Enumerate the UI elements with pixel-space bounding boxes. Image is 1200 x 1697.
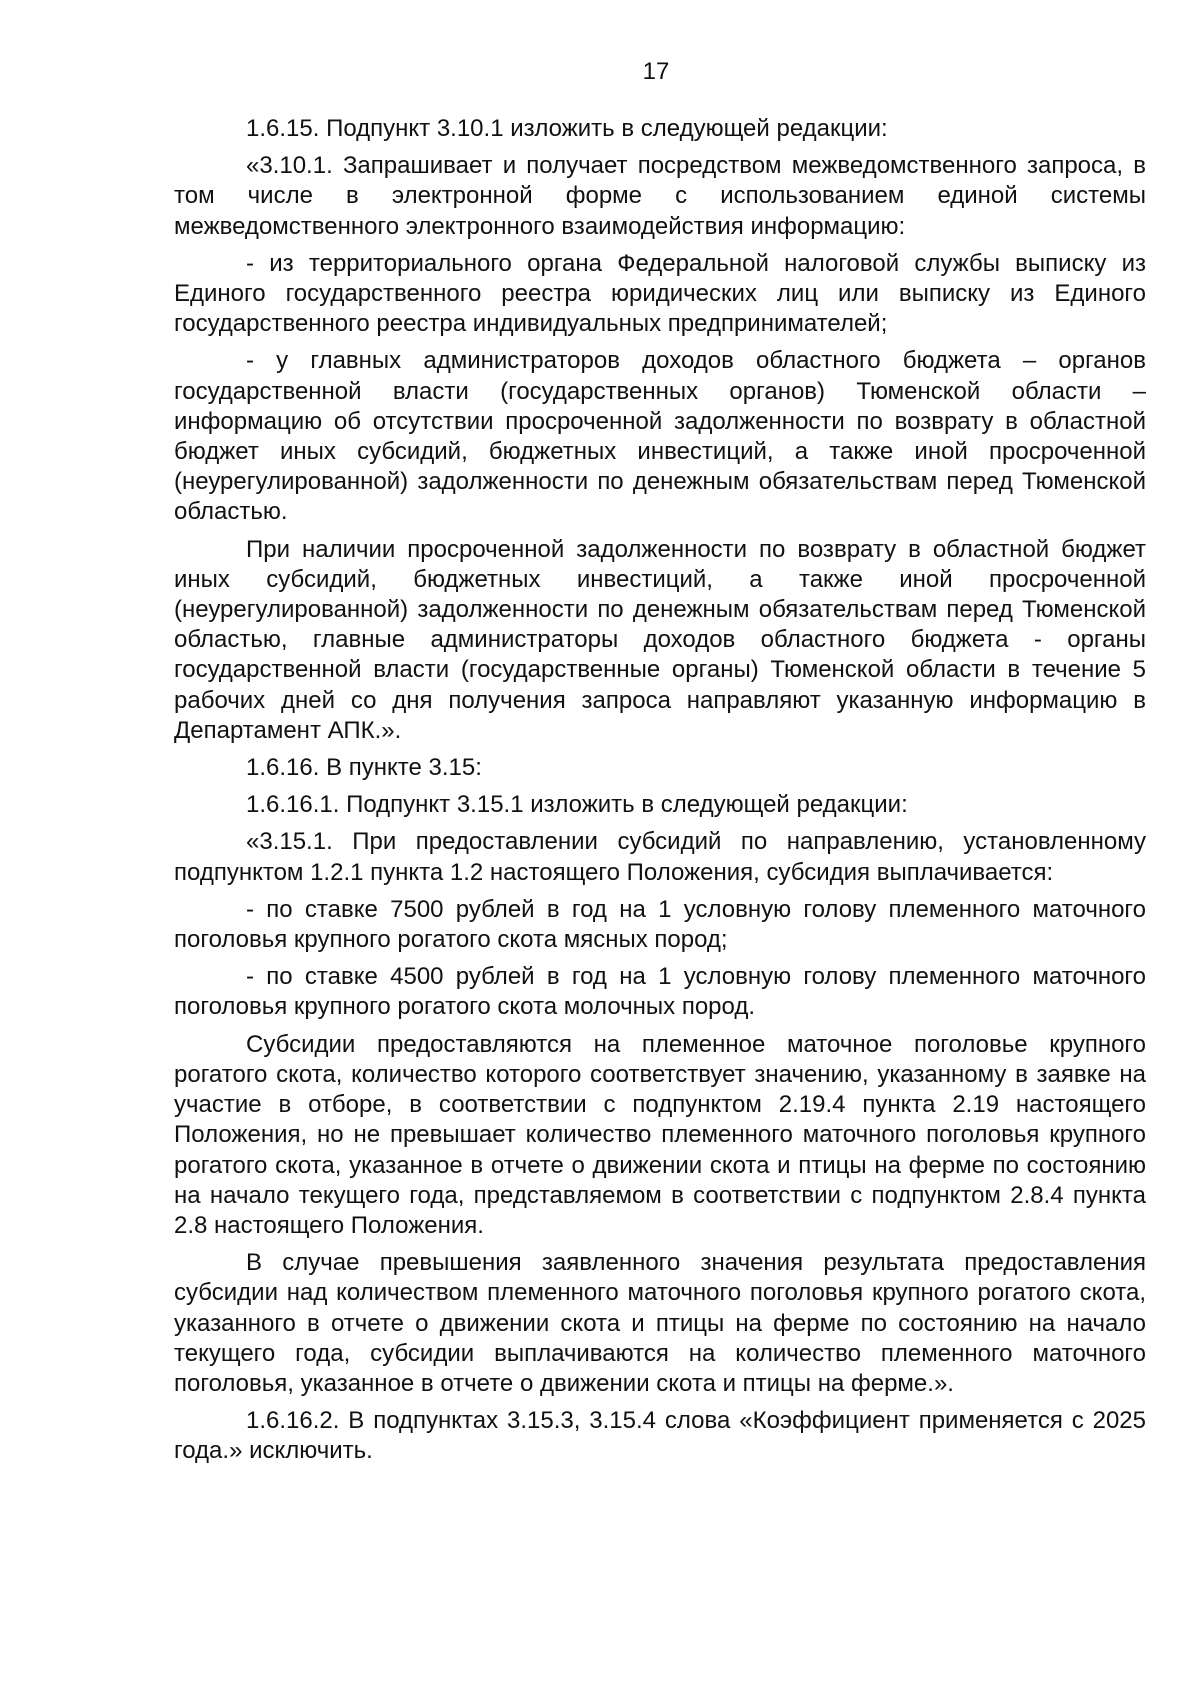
paragraph-3-10-1: «3.10.1. Запрашивает и получает посредством межведомственного запроса, в том числе в электронной форме с использованием единой системы межведомственного электронного взаимодействия информацию: <box>174 152 1146 240</box>
paragraph-rate-7500: - по ставке 7500 рублей в год на 1 условную голову племенного маточного поголовья крупного рогатого скота мясных пород; <box>174 895 1146 954</box>
paragraph-budget-administrators: - у главных администраторов доходов областного бюджета – органов государственной власти (государственных органов) Тюменской области – информацию об отсутствии просроченной задолженности по возврату в областной бюджет иных субсидий, бюджетных инвестиций, а также иной просроченной (неурегулированной) задолженности по денежным обязательствам перед Тюменской областью. <box>174 347 1146 526</box>
paragraph-1-6-16-2: 1.6.16.2. В подпунктах 3.15.3, 3.15.4 слова «Коэффициент применяется с 2025 года.» исключить. <box>174 1407 1146 1465</box>
paragraph-subsidy-conditions: Субсидии предоставляются на племенное маточное поголовье крупного рогатого скота, количество которого соответствует значению, указанному в заявке на участие в отборе, в соответствии с подпунктом 2.19.4 пункта 2.19 настоящего Положения, но не превышает количество племенного маточного поголовья крупного рогатого скота, указанное в отчете о движении скота и птицы на ферме по состоянию на начало текущего года, представляемом в соответствии с подпунктом 2.8.4 пункта 2.8 настоящего Положения. <box>174 1030 1146 1239</box>
paragraph-1-6-16: 1.6.16. В пункте 3.15: <box>246 754 482 782</box>
page-number: 17 <box>642 58 670 85</box>
paragraph-1-6-16-1: 1.6.16.1. Подпункт 3.15.1 изложить в следующей редакции: <box>246 791 908 819</box>
paragraph-tax-service-extract: - из территориального органа Федеральной налоговой службы выписку из Единого государственного реестра юридических лиц или выписку из Единого государственного реестра индивидуальных предпринимателей; <box>174 249 1146 338</box>
document-body <box>174 114 1146 1467</box>
paragraph-overdue-debt: При наличии просроченной задолженности по возврату в областной бюджет иных субсидий, бюджетных инвестиций, а также иной просроченной (неурегулированной) задолженности по денежным обязательствам перед Тюменской областью, главные администраторы доходов областного бюджета - органы государственной власти (государственные органы) Тюменской области в течение 5 рабочих дней со дня получения запроса направляют указанную информацию в Департамент АПК.». <box>174 535 1146 744</box>
paragraph-3-15-1: «3.15.1. При предоставлении субсидий по направлению, установленному подпунктом 1.2.1 пункта 1.2 настоящего Положения, субсидия выплачивается: <box>174 828 1146 886</box>
paragraph-excess-case: В случае превышения заявленного значения результата предоставления субсидии над количеством племенного маточного поголовья крупного рогатого скота, указанного в отчете о движении скота и птицы на ферме по состоянию на начало текущего года, субсидии выплачиваются на количество племенного маточного поголовья, указанное в отчете о движении скота и птицы на ферме.». <box>174 1249 1146 1397</box>
paragraph-rate-4500: - по ставке 4500 рублей в год на 1 условную голову племенного маточного поголовья крупного рогатого скота молочных пород. <box>174 963 1146 1021</box>
paragraph-1-6-15: 1.6.15. Подпункт 3.10.1 изложить в следующей редакции: <box>246 115 888 142</box>
